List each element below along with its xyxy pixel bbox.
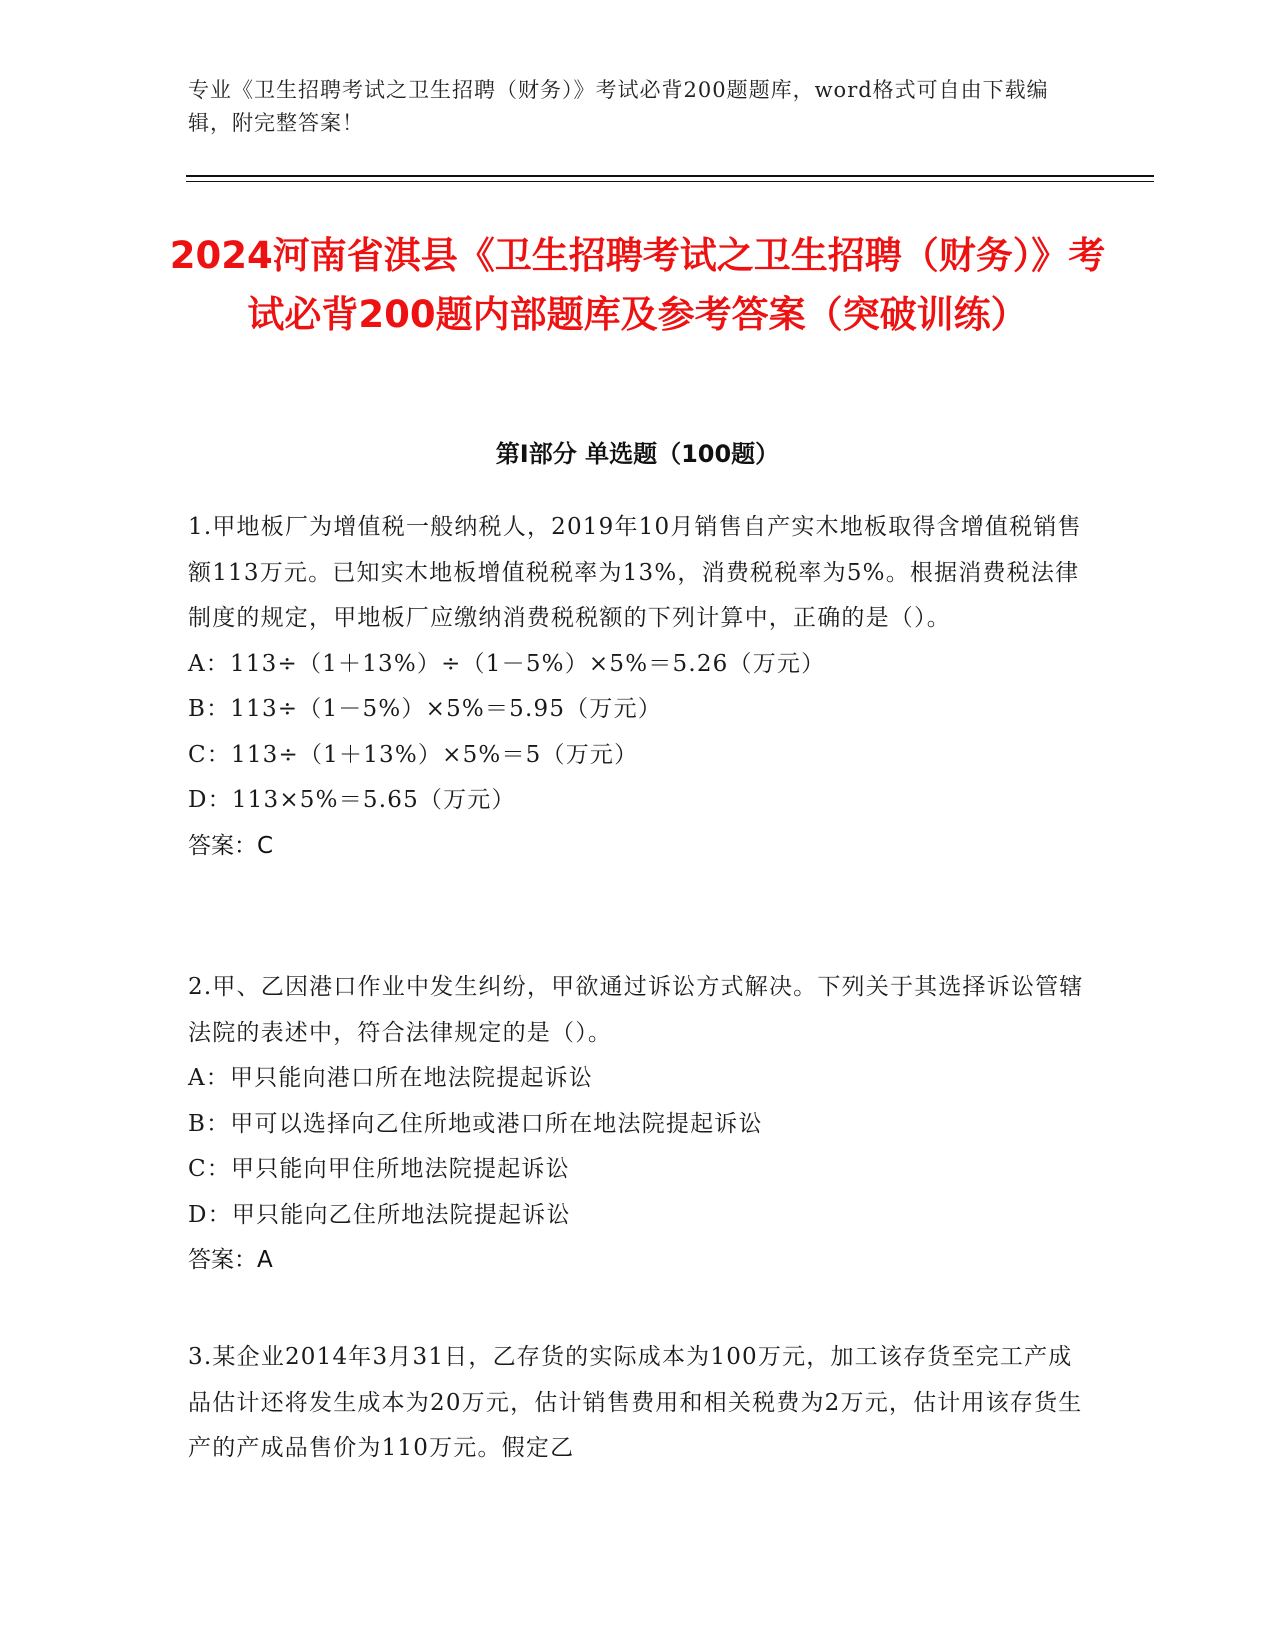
header-divider-thin: [186, 181, 1154, 182]
document-title: 2024河南省淇县《卫生招聘考试之卫生招聘（财务）》考试必背200题内部题库及参考答案（突破训练）: [169, 234, 1106, 336]
question-2: [188, 965, 1088, 1284]
question-1: [188, 505, 1088, 869]
header-note: 专业《卫生招聘考试之卫生招聘（财务）》考试必背200题题库，word格式可自由下载编辑，附完整答案！: [188, 78, 1049, 135]
option-c: C：113÷（1＋13%）×5%＝5（万元）: [188, 741, 639, 768]
section-title: 第Ⅰ部分 单选题（100题）: [495, 440, 780, 468]
answer: 答案：A: [188, 1247, 273, 1273]
question-stem: 3.某企业2014年3月31日，乙存货的实际成本为100万元，加工该存货至完工产成品估计还将发生成本为20万元，估计销售费用和相关税费为2万元，估计用该存货生产的产成品售价为110万元。假定乙: [188, 1344, 1083, 1461]
question-stem: 1.甲地板厂为增值税一般纳税人，2019年10月销售自产实木地板取得含增值税销售额113万元。已知实木地板增值税税率为13%，消费税税率为5%。根据消费税法律制度的规定，甲地板厂应缴纳消费税税额的下列计算中，正确的是（）。: [188, 514, 1082, 631]
question-stem: 2.甲、乙因港口作业中发生纠纷，甲欲通过诉讼方式解决。下列关于其选择诉讼管辖法院的表述中，符合法律规定的是（）。: [188, 974, 1084, 1046]
option-d: D：113×5%＝5.65（万元）: [188, 787, 516, 813]
question-3: [188, 1335, 1088, 1472]
header-divider-thick: [186, 175, 1154, 177]
option-b: B：113÷（1－5%）×5%＝5.95（万元）: [188, 696, 662, 722]
option-a: A：甲只能向港口所在地法院提起诉讼: [188, 1065, 594, 1091]
option-a: A：113÷（1＋13%）÷（1－5%）×5%＝5.26（万元）: [188, 650, 826, 677]
option-b: B：甲可以选择向乙住所地或港口所在地法院提起诉讼: [188, 1110, 763, 1137]
answer: 答案：C: [188, 832, 274, 859]
option-c: C：甲只能向甲住所地法院提起诉讼: [188, 1156, 570, 1182]
option-d: D：甲只能向乙住所地法院提起诉讼: [188, 1201, 571, 1228]
